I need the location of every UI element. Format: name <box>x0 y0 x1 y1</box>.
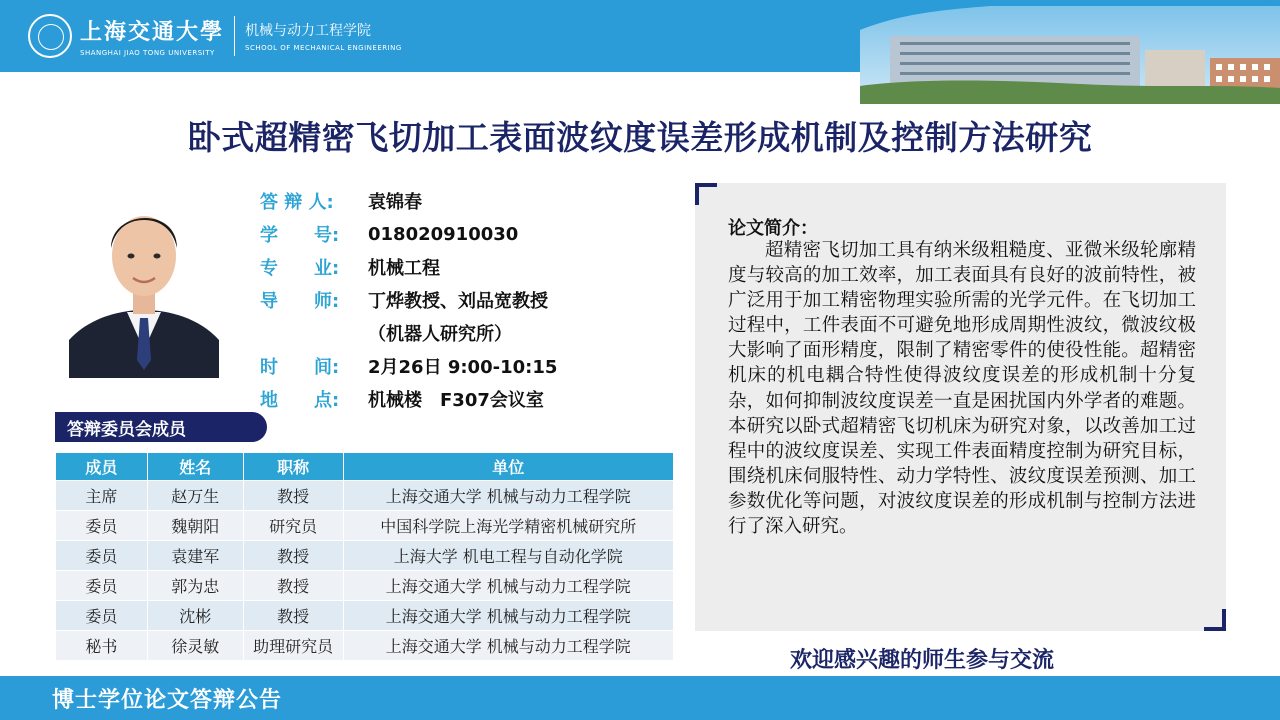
table-row <box>56 631 674 661</box>
table-row <box>56 601 674 631</box>
info-value: 018020910030 <box>368 223 519 245</box>
cell-name: 沈彬 <box>147 601 243 631</box>
candidate-portrait <box>69 190 219 378</box>
info-row-student-id <box>260 219 518 249</box>
university-name-cn: 上海交通大學 <box>80 19 225 45</box>
info-label: 时 间: <box>260 357 340 378</box>
cell-role: 委员 <box>56 541 148 571</box>
info-row-candidate <box>260 186 422 216</box>
info-label: 地 点: <box>260 390 340 411</box>
table-row <box>56 511 674 541</box>
abstract-heading: 论文简介： <box>728 218 818 239</box>
cell-affiliation: 上海交通大学 机械与动力工程学院 <box>343 571 673 601</box>
logo-divider <box>234 16 235 56</box>
info-label: 导 师: <box>260 291 340 312</box>
school-name-cn: 机械与动力工程学院 <box>245 23 372 39</box>
cell-affiliation: 上海交通大学 机械与动力工程学院 <box>343 631 673 661</box>
cell-title: 教授 <box>243 571 343 601</box>
cell-name: 郭为忠 <box>147 571 243 601</box>
cell-title: 教授 <box>243 481 343 511</box>
footer-title: 博士学位论文答辩公告 <box>52 686 283 713</box>
info-row-major <box>260 252 440 282</box>
header-banner <box>0 0 1280 104</box>
campus-buildings-image <box>860 6 1280 104</box>
university-logo <box>28 10 402 62</box>
info-row-location <box>260 384 544 414</box>
info-value: 2月26日 9:00-10:15 <box>368 357 558 378</box>
info-value: 机械工程 <box>368 258 440 279</box>
cell-affiliation: 上海大学 机电工程与自动化学院 <box>343 541 673 571</box>
abstract-body: 超精密飞切加工具有纳米级粗糙度、亚微米级轮廓精度与较高的加工效率，加工表面具有良好的波前特性，被广泛用于加工精密物理实验所需的光学元件。在飞切加工过程中，工件表面不可避免地形成周期性波纹，微波纹极大影响了面形精度，限制了精密零件的使役性能。超精密机床的机电耦合特性使得波纹度误差的形成机制十分复杂，如何抑制波纹度误差一直是困扰国内外学者的难题。本研究以卧式超精密飞切机床为研究对象，以改善加工过程中的波纹度误差、实现工件表面精度控制为研究目标，围绕机床伺服特性、动力学特性、波纹度误差预测、加工参数优化等问题，对波纹度误差的形成机制与控制方法进行了深入研究。 <box>728 240 1196 538</box>
cell-title: 研究员 <box>243 511 343 541</box>
table-row <box>56 571 674 601</box>
cell-title: 教授 <box>243 601 343 631</box>
cell-role: 委员 <box>56 601 148 631</box>
info-row-advisor <box>260 285 548 315</box>
table-header-row <box>56 453 674 481</box>
cell-affiliation: 中国科学院上海光学精密机械研究所 <box>343 511 673 541</box>
column-header-name: 姓名 <box>147 453 243 481</box>
info-value: （机器人研究所） <box>368 324 512 345</box>
column-header-affiliation: 单位 <box>343 453 673 481</box>
cell-affiliation: 上海交通大学 机械与动力工程学院 <box>343 601 673 631</box>
university-name-en: SHANGHAI JIAO TONG UNIVERSITY <box>80 49 215 57</box>
cell-role: 委员 <box>56 571 148 601</box>
info-row-time <box>260 351 557 381</box>
info-value: 袁锦春 <box>368 192 422 213</box>
cell-name: 徐灵敏 <box>147 631 243 661</box>
column-header-role: 成员 <box>56 453 148 481</box>
info-label: 学 号: <box>260 225 340 246</box>
cell-role: 委员 <box>56 511 148 541</box>
corner-bracket-bottom-right <box>1204 609 1226 631</box>
university-seal-icon <box>28 14 72 58</box>
cell-role: 主席 <box>56 481 148 511</box>
cell-affiliation: 上海交通大学 机械与动力工程学院 <box>343 481 673 511</box>
info-value: 丁烨教授、刘品宽教授 <box>368 291 548 312</box>
committee-heading: 答辩委员会成员 <box>55 412 267 442</box>
column-header-title: 职称 <box>243 453 343 481</box>
cell-name: 赵万生 <box>147 481 243 511</box>
cell-role: 秘书 <box>56 631 148 661</box>
info-label: 专 业: <box>260 258 340 279</box>
cell-name: 魏朝阳 <box>147 511 243 541</box>
table-row <box>56 541 674 571</box>
cell-name: 袁建军 <box>147 541 243 571</box>
school-name-en: SCHOOL OF MECHANICAL ENGINEERING <box>245 44 402 52</box>
table-row <box>56 481 674 511</box>
thesis-title: 卧式超精密飞切加工表面波纹度误差形成机制及控制方法研究 <box>187 118 1093 157</box>
info-value: 机械楼 F307会议室 <box>368 390 544 411</box>
welcome-message: 欢迎感兴趣的师生参与交流 <box>790 648 1055 673</box>
info-row-institute <box>260 318 512 348</box>
committee-table <box>55 452 674 661</box>
cell-title: 教授 <box>243 541 343 571</box>
info-label: 答 辩 人: <box>260 192 334 213</box>
corner-bracket-top-left <box>695 183 717 205</box>
cell-title: 助理研究员 <box>243 631 343 661</box>
